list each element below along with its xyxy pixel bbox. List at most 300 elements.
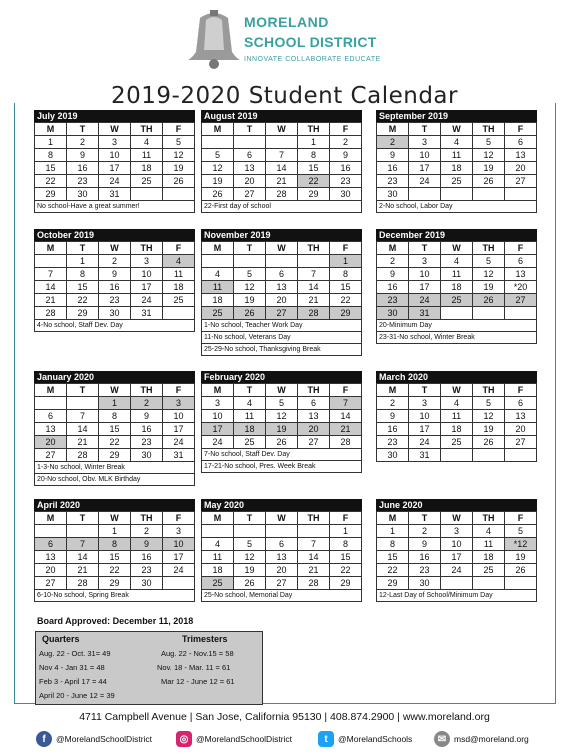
day-cell: 24 [409,175,441,188]
day-cell: 24 [163,564,195,577]
day-cell: 24 [441,564,473,577]
day-cell [202,525,234,538]
day-cell: 8 [298,149,330,162]
day-cell: 13 [505,268,537,281]
day-cell: 9 [377,410,409,423]
day-cell: 25 [131,175,163,188]
month-note: 11-No school, Veterans Day [201,332,362,344]
day-cell: 27 [505,175,537,188]
day-cell: 5 [505,525,537,538]
trimester-item: Mar 12 - June 12 = 61 [161,677,235,686]
day-cell: 30 [99,307,131,320]
day-cell: 8 [377,538,409,551]
footer-address: 4711 Campbell Avenue | San Jose, California 95130 | 408.874.2900 | www.moreland.org [79,711,490,723]
day-cell: 2 [99,255,131,268]
day-cell: 27 [234,188,266,201]
day-cell: 26 [505,564,537,577]
day-cell: 19 [473,281,505,294]
weekday-header: M [377,512,409,525]
day-cell: 16 [377,162,409,175]
day-cell: 19 [202,175,234,188]
day-cell: 5 [234,268,266,281]
day-cell: 14 [298,281,330,294]
day-cell: 18 [202,294,234,307]
quarter-item: April 20 - June 12 = 39 [39,691,115,700]
day-cell [409,188,441,201]
trimester-item: Aug. 22 - Nov.15 = 58 [161,649,234,658]
day-cell: 9 [377,149,409,162]
day-cell [505,577,537,590]
day-cell: 13 [266,551,298,564]
month-title: August 2019 [201,110,362,122]
day-cell: 3 [409,136,441,149]
facebook-handle: @MorelandSchoolDistrict [56,734,153,744]
weekday-header: M [377,384,409,397]
day-cell: 1 [330,255,362,268]
day-cell: 20 [505,162,537,175]
weekday-header: F [330,512,362,525]
month-calendar [201,229,362,356]
month-calendar [201,371,362,473]
weekday-header: TH [298,123,330,136]
month-title: July 2019 [34,110,195,122]
day-cell: 18 [163,281,195,294]
day-cell: 27 [266,577,298,590]
weekday-header: M [35,512,67,525]
weekday-header: M [202,384,234,397]
day-cell: 19 [234,564,266,577]
weekday-header: W [99,384,131,397]
month-note: 12-Last Day of School/Minimum Day [376,590,537,602]
day-cell: 23 [377,436,409,449]
day-cell [234,136,266,149]
day-cell: 29 [330,307,362,320]
day-cell: 23 [377,175,409,188]
day-cell: 31 [131,307,163,320]
day-cell [441,577,473,590]
day-cell: 13 [35,551,67,564]
day-cell [473,188,505,201]
day-cell: 7 [330,397,362,410]
email-link[interactable] [434,730,529,748]
day-cell: 17 [202,423,234,436]
day-cell: 29 [298,188,330,201]
day-cell: 10 [409,268,441,281]
day-cell: 22 [99,436,131,449]
day-cell: 26 [234,577,266,590]
day-cell: 13 [35,423,67,436]
day-cell: 12 [202,162,234,175]
day-cell: 26 [202,188,234,201]
day-cell: 19 [473,162,505,175]
day-cell [441,307,473,320]
day-cell: 25 [473,564,505,577]
weekday-header: W [441,123,473,136]
weekday-header: M [202,512,234,525]
day-cell [473,577,505,590]
day-cell: 30 [409,577,441,590]
month-title: February 2020 [201,371,362,383]
month-note: 17-21-No school, Pres. Week Break [201,461,362,473]
day-cell: 16 [377,423,409,436]
email-address: msd@moreland.org [454,734,529,744]
day-cell: 1 [35,136,67,149]
day-cell: 11 [131,149,163,162]
brand-name: MORELAND [244,14,329,30]
day-cell: 6 [266,538,298,551]
weekday-header: F [505,123,537,136]
day-cell [67,397,99,410]
twitter-icon: t [318,731,334,747]
day-cell: 26 [266,436,298,449]
day-cell: 13 [234,162,266,175]
day-cell: 16 [409,551,441,564]
day-cell: 27 [266,307,298,320]
weekday-header: W [99,512,131,525]
day-cell [266,255,298,268]
day-cell [266,525,298,538]
day-cell: 2 [330,136,362,149]
day-cell: 10 [163,410,195,423]
weekday-header: T [234,512,266,525]
day-cell: 6 [35,538,67,551]
day-cell: 11 [234,410,266,423]
quarter-item: Aug. 22 - Oct. 31= 49 [39,649,111,658]
twitter-handle: @MorelandSchools [338,734,413,744]
day-cell: 10 [409,149,441,162]
day-cell: 18 [473,551,505,564]
day-cell: 11 [441,149,473,162]
day-cell: 23 [131,564,163,577]
day-cell: 31 [409,449,441,462]
day-cell: 19 [505,551,537,564]
weekday-header: W [266,123,298,136]
weekday-header: W [99,242,131,255]
day-cell: 14 [35,281,67,294]
day-cell: 9 [131,538,163,551]
quarters-heading: Quarters [42,634,80,644]
day-cell: 16 [131,423,163,436]
day-cell: 16 [377,281,409,294]
day-cell: 8 [35,149,67,162]
weekday-header: F [505,512,537,525]
weekday-header: T [409,384,441,397]
day-cell: 24 [409,436,441,449]
day-cell: 29 [99,577,131,590]
day-cell: 10 [409,410,441,423]
weekday-header: W [441,384,473,397]
day-cell: 22 [330,564,362,577]
weekday-header: M [35,242,67,255]
month-note: 20-Minimum Day [376,320,537,332]
day-cell: 6 [505,255,537,268]
weekday-header: TH [131,512,163,525]
day-cell: 30 [131,449,163,462]
day-cell: 9 [67,149,99,162]
month-note: 7-No school, Staff Dev. Day [201,449,362,461]
month-grid [376,241,537,320]
day-cell: 3 [409,255,441,268]
day-cell: 6 [234,149,266,162]
day-cell: 24 [99,175,131,188]
day-cell: 6 [505,397,537,410]
day-cell: 27 [35,449,67,462]
month-grid [34,383,195,462]
month-title: January 2020 [34,371,195,383]
day-cell: 4 [441,397,473,410]
day-cell: 9 [131,410,163,423]
weekday-header: M [202,242,234,255]
day-cell [202,136,234,149]
day-cell: 3 [131,255,163,268]
instagram-icon: ◎ [176,731,192,747]
day-cell [163,307,195,320]
weekday-header: T [67,123,99,136]
day-cell: 14 [67,423,99,436]
day-cell: 21 [266,175,298,188]
day-cell: 27 [298,436,330,449]
day-cell: 4 [473,525,505,538]
day-cell: 14 [298,551,330,564]
day-cell: 22 [377,564,409,577]
day-cell: 15 [330,281,362,294]
day-cell: 17 [409,281,441,294]
day-cell: 13 [266,281,298,294]
month-calendar [34,499,195,602]
day-cell [298,525,330,538]
day-cell: 5 [473,255,505,268]
day-cell: 15 [377,551,409,564]
day-cell: 20 [266,564,298,577]
day-cell [505,307,537,320]
day-cell: 21 [298,294,330,307]
month-note: 23-31-No school, Winter Break [376,332,537,344]
day-cell: 2 [131,525,163,538]
day-cell: 31 [163,449,195,462]
weekday-header: TH [298,242,330,255]
day-cell: 11 [441,410,473,423]
day-cell: 6 [505,136,537,149]
day-cell: 26 [473,175,505,188]
day-cell: 4 [234,397,266,410]
weekday-header: F [330,242,362,255]
day-cell: 11 [202,281,234,294]
month-grid [376,383,537,462]
day-cell: 23 [409,564,441,577]
day-cell: 2 [409,525,441,538]
day-cell: 17 [441,551,473,564]
day-cell: 23 [99,294,131,307]
day-cell: 7 [67,538,99,551]
month-note: 22-First day of school [201,201,362,213]
day-cell: 14 [266,162,298,175]
weekday-header: M [377,242,409,255]
day-cell: 11 [202,551,234,564]
day-cell: 27 [505,294,537,307]
weekday-header: M [35,384,67,397]
email-icon: ✉ [434,731,450,747]
day-cell: 13 [298,410,330,423]
day-cell: 7 [298,538,330,551]
month-note: 1-3-No school, Winter Break [34,462,195,474]
quarters-trimesters-box [35,631,263,705]
day-cell: 25 [163,294,195,307]
month-note: 25-29-No school, Thanksgiving Break [201,344,362,356]
day-cell: 5 [234,538,266,551]
day-cell: 12 [266,410,298,423]
day-cell [441,449,473,462]
day-cell: 17 [163,551,195,564]
day-cell: 29 [377,577,409,590]
day-cell: 12 [234,551,266,564]
day-cell: 5 [473,397,505,410]
day-cell: 14 [330,410,362,423]
month-note: 25-No school, Memorial Day [201,590,362,602]
weekday-header: T [67,384,99,397]
day-cell: 5 [202,149,234,162]
day-cell: 16 [99,281,131,294]
month-calendar [201,110,362,213]
month-note: 20-No school, Obv. MLK Birthday [34,474,195,486]
weekday-header: T [234,123,266,136]
day-cell: 30 [377,449,409,462]
day-cell: 19 [234,294,266,307]
day-cell: 26 [473,294,505,307]
day-cell: 28 [330,436,362,449]
day-cell: 28 [67,449,99,462]
weekday-header: TH [473,384,505,397]
day-cell: 21 [67,564,99,577]
day-cell: 8 [99,538,131,551]
day-cell: 12 [473,410,505,423]
weekday-header: TH [131,242,163,255]
month-grid [201,241,362,320]
day-cell: 18 [202,564,234,577]
day-cell: 13 [505,410,537,423]
day-cell: 1 [377,525,409,538]
day-cell: 17 [409,423,441,436]
day-cell: 19 [163,162,195,175]
day-cell: 4 [441,136,473,149]
month-calendar [376,229,537,344]
day-cell: 5 [163,136,195,149]
day-cell [35,255,67,268]
day-cell: 30 [131,577,163,590]
day-cell: 25 [441,175,473,188]
weekday-header: F [163,123,195,136]
day-cell: 20 [505,423,537,436]
day-cell: 10 [99,149,131,162]
day-cell: 13 [505,149,537,162]
day-cell: 15 [67,281,99,294]
month-note: 2-No school, Labor Day [376,201,537,213]
day-cell: 25 [202,307,234,320]
month-grid [201,122,362,201]
day-cell [441,188,473,201]
day-cell: 8 [67,268,99,281]
day-cell: 17 [131,281,163,294]
weekday-header: F [505,384,537,397]
day-cell: 1 [99,397,131,410]
day-cell: 22 [67,294,99,307]
day-cell: 30 [67,188,99,201]
month-note: No school-Have a great summer! [34,201,195,213]
day-cell [202,255,234,268]
day-cell: 20 [35,564,67,577]
day-cell: 1 [330,525,362,538]
trimesters-heading: Trimesters [182,634,228,644]
day-cell: 26 [473,436,505,449]
day-cell: 20 [298,423,330,436]
day-cell [266,136,298,149]
day-cell [505,188,537,201]
month-title: November 2019 [201,229,362,241]
day-cell: 14 [67,551,99,564]
day-cell: 29 [330,577,362,590]
day-cell: 23 [131,436,163,449]
day-cell [163,188,195,201]
day-cell: 18 [234,423,266,436]
instagram-link[interactable] [176,730,292,748]
month-calendar [376,499,537,602]
day-cell: 15 [99,551,131,564]
day-cell: 28 [266,188,298,201]
quarter-item: Feb 3 - April 17 = 44 [39,677,107,686]
twitter-link[interactable] [318,730,412,748]
month-grid [376,511,537,590]
day-cell: 24 [202,436,234,449]
day-cell: 24 [163,436,195,449]
facebook-link[interactable] [36,730,152,748]
day-cell [35,397,67,410]
weekday-header: T [409,123,441,136]
day-cell: 16 [67,162,99,175]
day-cell: 22 [330,294,362,307]
weekday-header: TH [131,384,163,397]
day-cell: 28 [298,307,330,320]
day-cell: 4 [441,255,473,268]
weekday-header: TH [473,242,505,255]
month-title: September 2019 [376,110,537,122]
day-cell: 24 [131,294,163,307]
day-cell: 27 [505,436,537,449]
weekday-header: TH [131,123,163,136]
day-cell: 26 [163,175,195,188]
day-cell: 10 [163,538,195,551]
day-cell: 1 [99,525,131,538]
weekday-header: T [67,512,99,525]
day-cell: 12 [163,149,195,162]
month-note: 1-No school, Teacher Work Day [201,320,362,332]
day-cell: 22 [99,564,131,577]
day-cell [234,525,266,538]
weekday-header: F [330,384,362,397]
day-cell: 28 [67,577,99,590]
month-note: 6-10-No school, Spring Break [34,590,195,602]
weekday-header: M [202,123,234,136]
day-cell: 4 [163,255,195,268]
month-calendar [34,371,195,486]
page-title: 2019-2020 Student Calendar [111,83,458,109]
day-cell [131,188,163,201]
day-cell: 8 [99,410,131,423]
day-cell: 25 [441,436,473,449]
day-cell: 1 [298,136,330,149]
day-cell: 18 [131,162,163,175]
day-cell: 3 [163,397,195,410]
day-cell: 20 [266,294,298,307]
month-title: October 2019 [34,229,195,241]
